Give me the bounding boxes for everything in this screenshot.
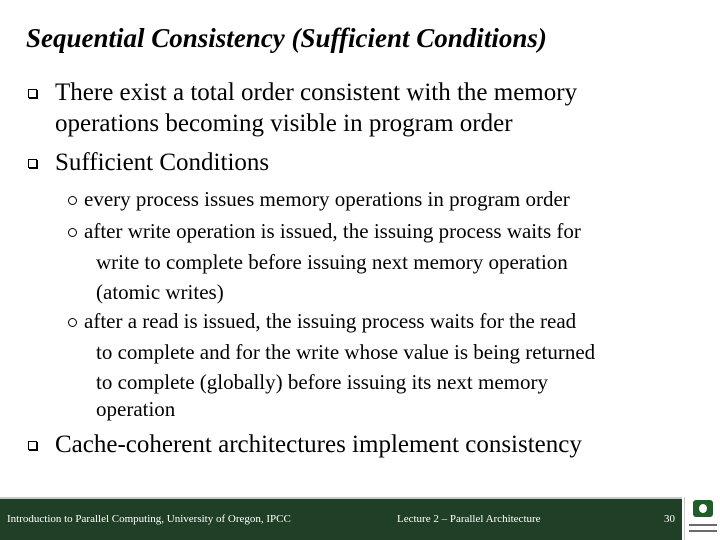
circle-bullet-icon xyxy=(68,318,77,327)
logo-o-mark xyxy=(693,500,713,517)
circle-bullet-icon xyxy=(68,196,77,205)
bullet-3-line-1: Cache-coherent architectures implement consistency xyxy=(55,431,582,458)
footer-bar xyxy=(0,497,682,540)
sub-bullet-1-line-1: every process issues memory operations in program order xyxy=(84,187,570,211)
footer-course-text: Introduction to Parallel Computing, University of Oregon, IPCC xyxy=(7,513,291,525)
square-bullet-icon xyxy=(28,441,37,450)
sub-bullet-3-line-3: to complete (globally) before issuing its next memory xyxy=(96,370,548,394)
bullet-2-line-1: Sufficient Conditions xyxy=(55,149,270,176)
sub-bullet-3-line-4: operation xyxy=(96,397,176,421)
slide-title: Sequential Consistency (Sufficient Conditions) xyxy=(26,23,547,53)
logo-text-line-1 xyxy=(689,524,717,526)
page-number: 30 xyxy=(664,513,675,525)
sub-bullet-3-line-1: after a read is issued, the issuing process waits for the read xyxy=(84,309,577,333)
sub-bullet-2-line-1: after write operation is issued, the issuing process waits for xyxy=(84,219,581,243)
logo-text-line-2 xyxy=(689,530,717,532)
bullet-1-line-2: operations becoming visible in program order xyxy=(55,110,513,137)
sub-bullet-2-line-3: (atomic writes) xyxy=(96,280,224,304)
square-bullet-icon xyxy=(28,159,37,168)
university-logo-icon xyxy=(684,497,720,540)
sub-bullet-2-line-2: write to complete before issuing next memory operation xyxy=(96,250,568,274)
circle-bullet-icon xyxy=(68,228,77,237)
sub-bullet-3-line-2: to complete and for the write whose value is being returned xyxy=(96,340,596,364)
square-bullet-icon xyxy=(28,89,37,98)
footer-lecture-text: Lecture 2 – Parallel Architecture xyxy=(397,513,541,525)
bullet-1-line-1: There exist a total order consistent with the memory xyxy=(55,79,578,106)
